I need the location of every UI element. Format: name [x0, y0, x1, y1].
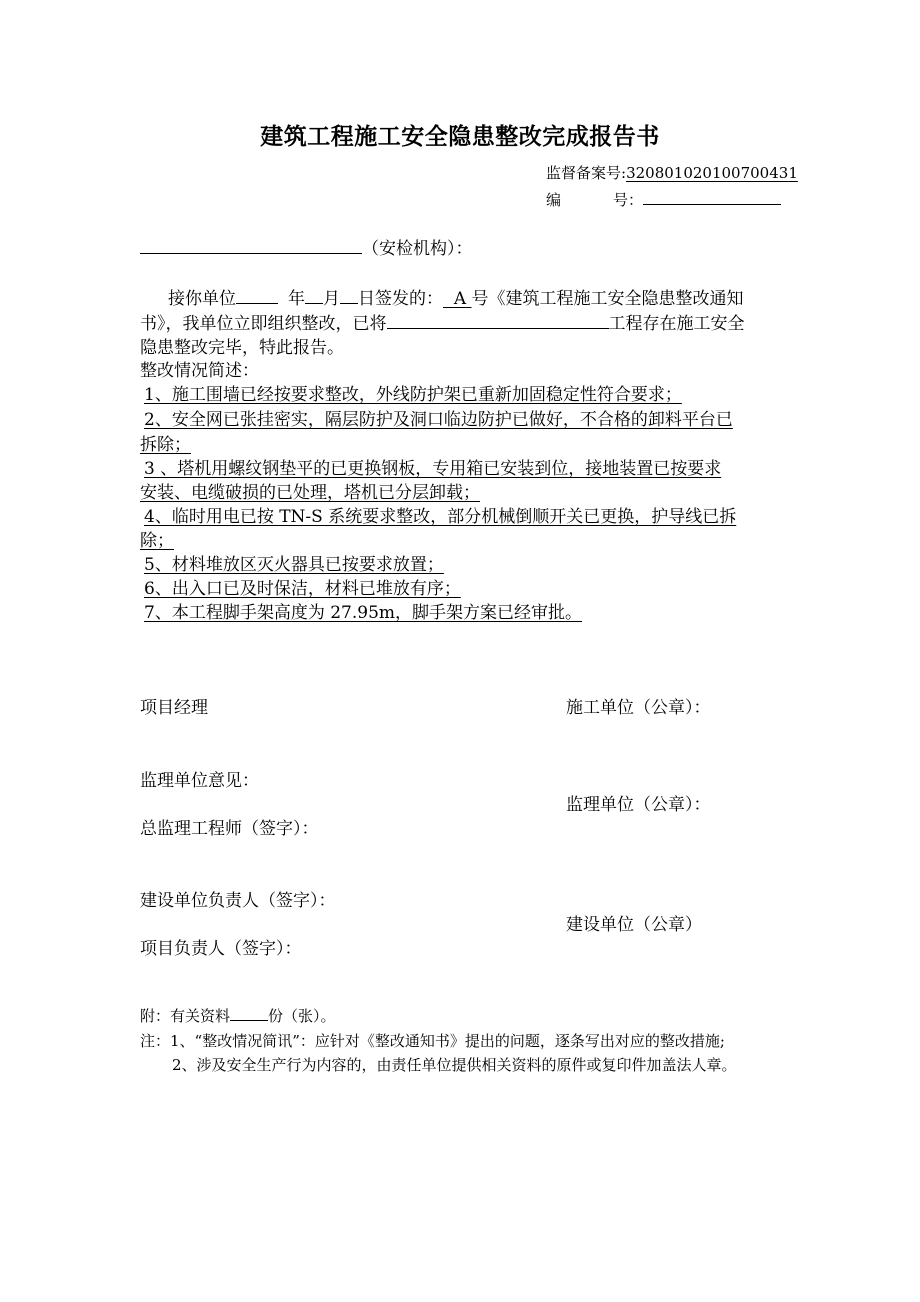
item-3-line-1: 3 、塔机用螺纹钢垫平的已更换钢板，专用箱已安装到位，接地装置已按要求 — [144, 459, 722, 479]
record-number — [546, 162, 798, 183]
intro-line-2: 书》，我单位立即组织整改，已将 工程存在施工安全 — [140, 309, 745, 334]
note-2: 2、涉及安全生产行为内容的，由责任单位提供相关资料的原件或复印件加盖法人章。 — [172, 1056, 737, 1074]
attachment-count-blank — [230, 1006, 268, 1021]
document-number — [546, 187, 781, 210]
project-lead-label: 项目负责人（签字）： — [140, 939, 302, 959]
record-number-label: 监督备案号: — [546, 164, 627, 182]
item-4-line-1: 4、临时用电已按 TN-S 系统要求整改，部分机械倒顺开关已更换，护导线已拆 — [144, 507, 737, 527]
contractor-seal-label: 施工单位（公章）： — [566, 698, 711, 718]
addressee-line — [140, 234, 473, 259]
project-manager-label: 项目经理 — [140, 698, 208, 718]
supervisor-seal-label: 监理单位（公章）： — [566, 795, 711, 815]
summary-label: 整改情况简述： — [140, 361, 259, 381]
intro-line-3: 隐患整改完毕，特此报告。 — [140, 338, 344, 358]
item-2-line-1: 2、安全网已张挂密实，隔层防护及洞口临边防护已做好，不合格的卸料平台已 — [144, 410, 733, 430]
record-number-value: 320801020100700431 — [626, 164, 798, 182]
supervisor-opinion-label: 监理单位意见： — [140, 771, 259, 791]
attachment-line: 附：有关资料 份（张）。 — [140, 1007, 336, 1025]
item-7: 7、本工程脚手架高度为 27.95m，脚手架方案已经审批。 — [144, 603, 583, 623]
document-title: 建筑工程施工安全隐患整改完成报告书 — [260, 123, 660, 150]
chief-engineer-label: 总监理工程师（签字）： — [140, 819, 319, 839]
number-label-b: 号： — [613, 191, 644, 209]
owner-seal-label: 建设单位（公章） — [566, 915, 702, 935]
intro-line-1: 接你单位 年 月 日签发的： A 号《建筑工程施工安全隐患整改通知 — [168, 284, 744, 309]
item-5: 5、材料堆放区灭火器具已按要求放置； — [144, 555, 444, 575]
number-blank — [643, 187, 781, 205]
item-1-line-1: 1、施工围墙已经按要求整改，外线防护架已重新加固稳定性符合要求； — [144, 385, 682, 405]
addressee-blank — [140, 236, 362, 254]
notice-number: A — [453, 289, 467, 309]
item-3-line-2: 安装、电缆破损的已处理，塔机已分层卸载； — [140, 483, 480, 503]
addressee-suffix: （安检机构）： — [362, 239, 473, 259]
note-1: 注：1、“整改情况简讯”：应针对《整改通知书》提出的问题，逐条写出对应的整改措施; — [140, 1032, 725, 1050]
item-2-line-2: 拆除； — [140, 435, 191, 455]
owner-rep-label: 建设单位负责人（签字）： — [140, 891, 336, 911]
item-4-line-2: 除； — [140, 531, 174, 551]
item-6: 6、出入口已及时保洁，材料已堆放有序； — [144, 579, 461, 599]
project-name-blank — [387, 311, 609, 329]
number-label-a: 编 — [546, 191, 562, 209]
